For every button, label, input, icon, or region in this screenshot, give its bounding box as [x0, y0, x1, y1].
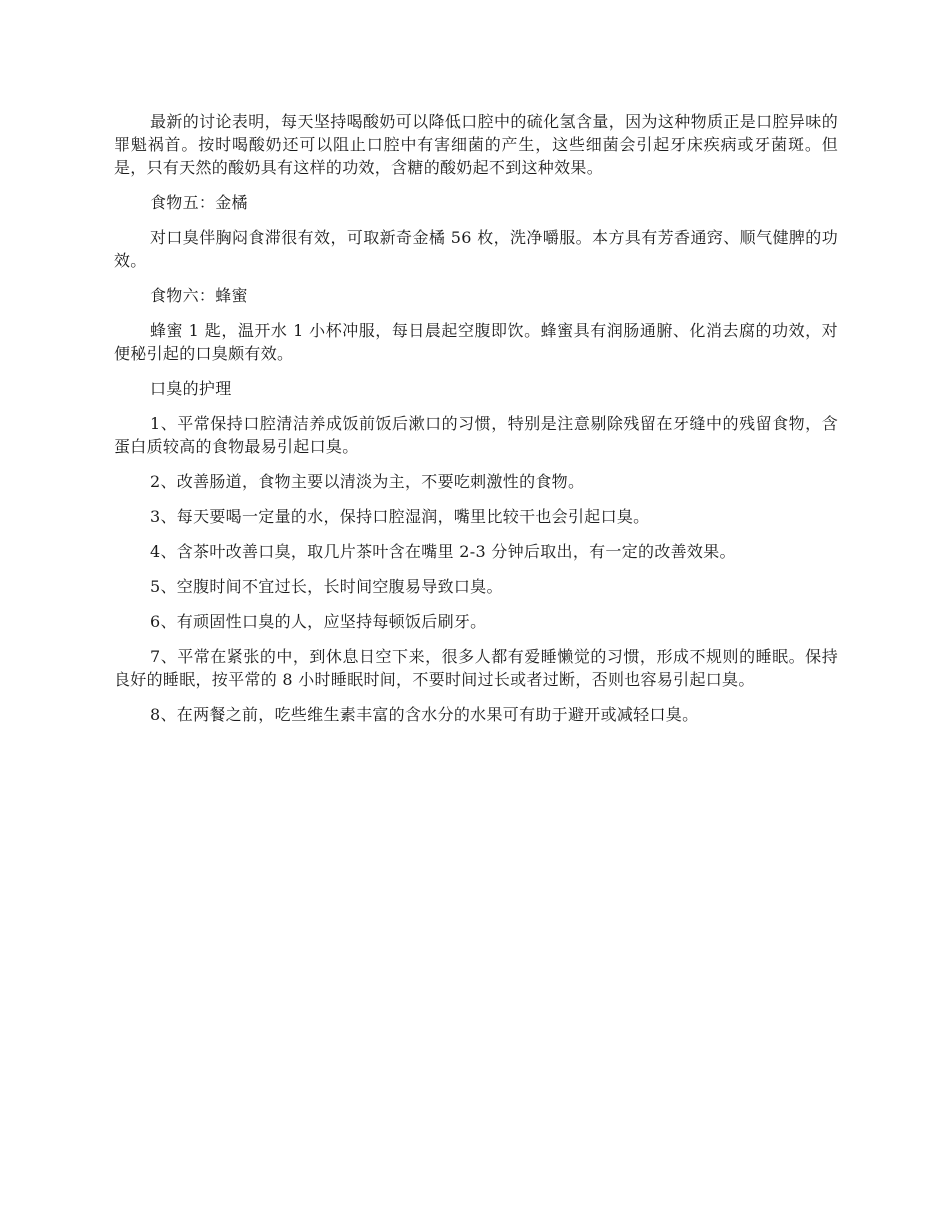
care-item-4: 4、含茶叶改善口臭，取几片茶叶含在嘴里 2-3 分钟后取出，有一定的改善效果。	[150, 542, 736, 561]
paragraph-yogurt: 最新的讨论表明，每天坚持喝酸奶可以降低口腔中的硫化氢含量，因为这种物质正是口腔异味的罪魁祸首。按时喝酸奶还可以阻止口腔中有害细菌的产生，这些细菌会引起牙床疾病或牙菌斑。但是，只有天然的酸奶具有这样的功效，含糖的酸奶起不到这种效果。	[114, 112, 838, 177]
care-item-8: 8、在两餐之前，吃些维生素丰富的含水分的水果可有助于避开或减轻口臭。	[150, 705, 699, 724]
care-item-6: 6、有顽固性口臭的人，应坚持每顿饭后刷牙。	[150, 612, 487, 631]
care-item-5: 5、空腹时间不宜过长，长时间空腹易导致口臭。	[150, 577, 503, 596]
heading-bad-breath-care: 口臭的护理	[150, 379, 232, 398]
heading-food-six-honey: 食物六：蜂蜜	[150, 286, 248, 305]
care-item-2: 2、改善肠道，食物主要以清淡为主，不要吃刺激性的食物。	[150, 472, 585, 491]
care-item-1: 1、平常保持口腔清洁养成饭前饭后漱口的习惯，特别是注意剔除残留在牙缝中的残留食物，含蛋白质较高的食物最易引起口臭。	[114, 414, 838, 456]
paragraph-honey: 蜂蜜 1 匙，温开水 1 小杯冲服，每日晨起空腹即饮。蜂蜜具有润肠通腑、化消去腐的功效，对便秘引起的口臭颇有效。	[114, 321, 838, 363]
paragraph-kumquat: 对口臭伴胸闷食滞很有效，可取新奇金橘 56 枚，洗净嚼服。本方具有芳香通窍、顺气健脾的功效。	[114, 228, 838, 270]
care-item-7: 7、平常在紧张的中，到休息日空下来，很多人都有爱睡懒觉的习惯，形成不规则的睡眠。保持良好的睡眠，按平常的 8 小时睡眠时间，不要时间过长或者过断，否则也容易引起口臭。	[114, 647, 838, 689]
care-item-3: 3、每天要喝一定量的水，保持口腔湿润，嘴里比较干也会引起口臭。	[150, 507, 650, 526]
heading-food-five-kumquat: 食物五：金橘	[150, 193, 248, 212]
document-body	[114, 110, 838, 738]
